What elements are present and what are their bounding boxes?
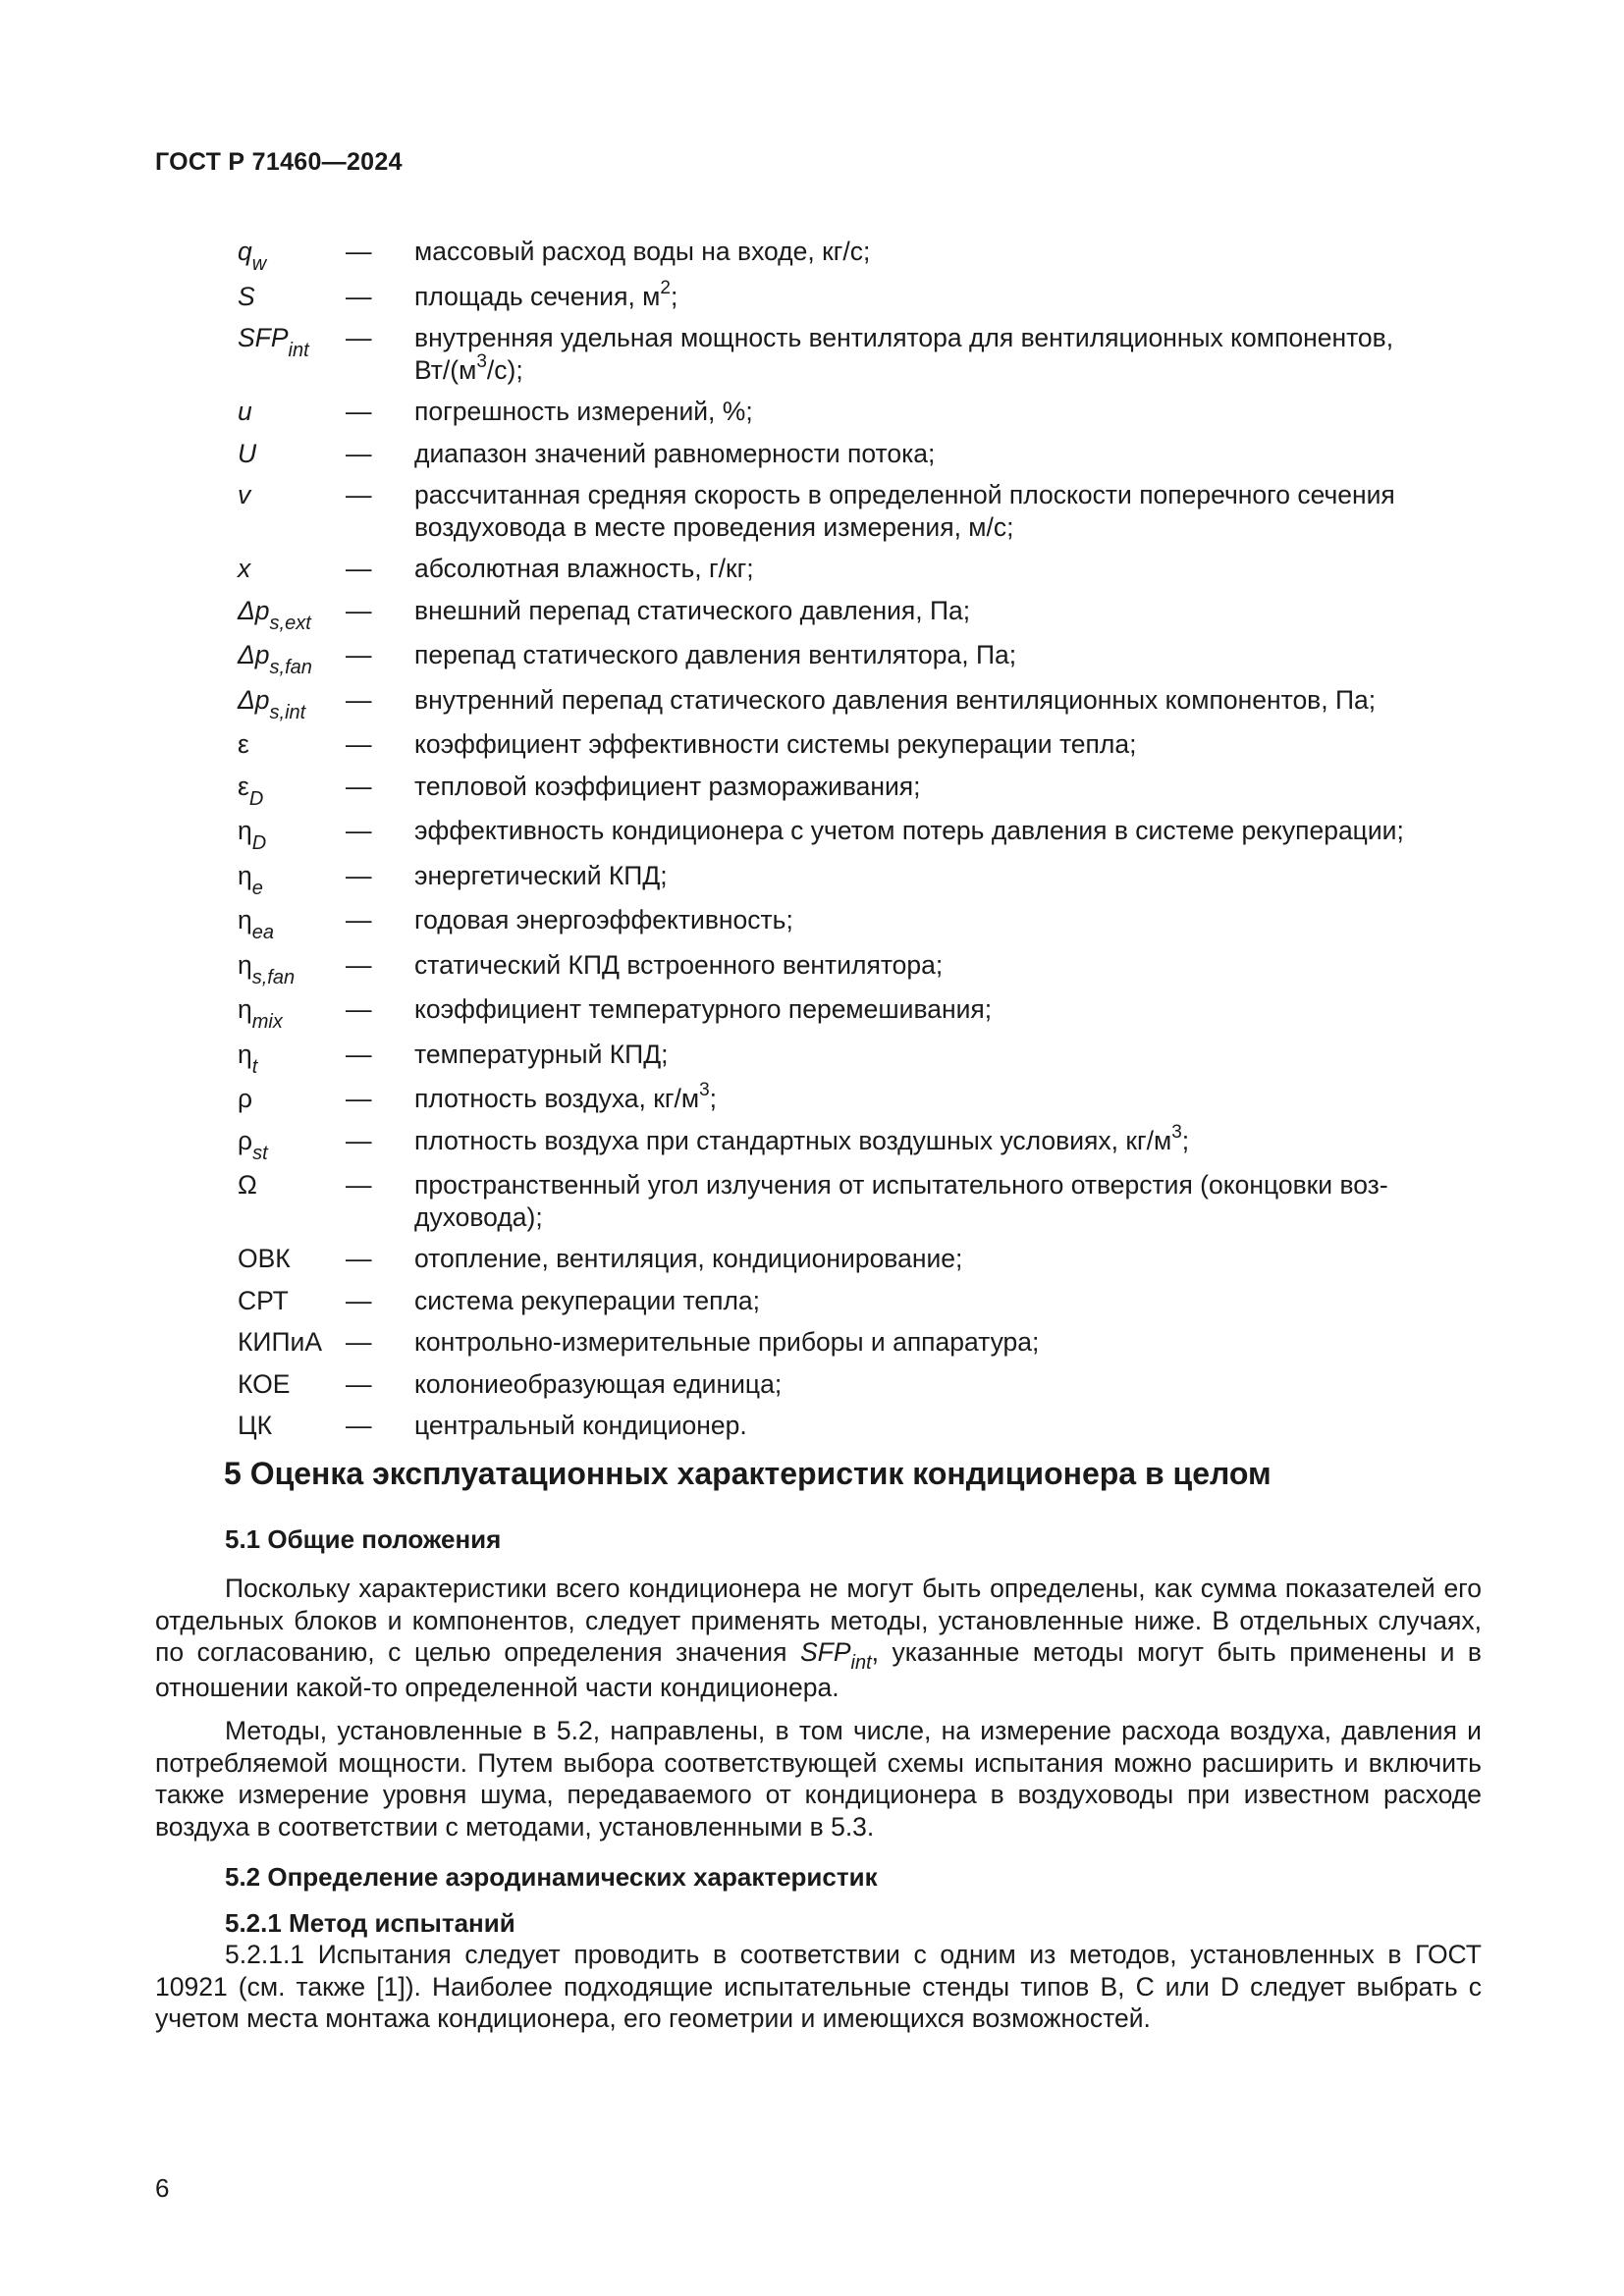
symbol: КОЕ <box>238 1368 291 1399</box>
symbol-definition: статический КПД встроенного вентилятора; <box>414 949 944 980</box>
symbol: $\eta_{s,fan}$ <box>238 949 296 988</box>
symbol: ρ <box>238 1084 253 1113</box>
symbol: $\eta_{mix}$ <box>238 994 283 1033</box>
symbol-definition: система рекуперации тепла; <box>414 1285 761 1315</box>
symbol-row <box>238 553 1485 585</box>
symbol-definition: внутренний перепад статического давления вентиляционных компонентов, Па; <box>414 684 1377 715</box>
symbol: ОВК <box>238 1244 291 1273</box>
symbol-definition: энергетический КПД; <box>414 860 668 890</box>
dash: — <box>346 438 372 468</box>
dash: — <box>346 480 372 509</box>
symbol: S <box>238 281 255 311</box>
paragraph-5-1-b: Методы, установленные в 5.2, направлены, в том числе, на измерение расхода воздуха, давления и потребляемой мощности. Путем выбора соответствующей схемы испытания можно расширить и включить также измерение уровня шума, передаваемого от кондиционера в воздуховоды при известном расходе воздуха в соответствии с методами, установленными в 5.3. <box>155 1716 1482 1842</box>
symbol: U <box>238 438 257 468</box>
symbol-definition: коэффициент температурного перемешивания; <box>414 994 993 1024</box>
symbol-definition: температурный КПД; <box>414 1039 669 1069</box>
symbol-definition: внутренняя удельная мощность вентилятора для вентиляционных компонентов, $Вт/(м^3/с)$; <box>414 323 1394 385</box>
symbol-row <box>238 1243 1485 1275</box>
symbol-row <box>238 1368 1485 1401</box>
dash: — <box>346 1411 372 1440</box>
symbol-definition: контрольно-измерительные приборы и аппаратура; <box>414 1327 1040 1357</box>
symbol: $q_w$ <box>238 237 267 275</box>
symbol: x <box>238 554 251 583</box>
dash: — <box>346 1244 372 1273</box>
symbol-row <box>238 860 1485 899</box>
symbol-definition: внешний перепад статического давления, Па; <box>414 595 971 625</box>
symbol-row <box>238 949 1485 988</box>
section-5-1-title: 5.1 Общие положения <box>225 1524 502 1554</box>
dash: — <box>346 281 372 311</box>
symbol-definition: тепловой коэффициент размораживания; <box>414 771 921 801</box>
symbol: ε <box>238 729 249 759</box>
dash: — <box>346 860 372 890</box>
symbol: $\eta_t$ <box>238 1039 258 1078</box>
symbol: $\eta_D$ <box>238 816 267 854</box>
symbol: $\Delta p_{s,ext}$ <box>238 595 311 634</box>
symbol: $\varepsilon_D$ <box>238 771 264 810</box>
symbol-row <box>238 236 1485 275</box>
symbol: v <box>238 480 251 509</box>
page-number: 6 <box>155 2173 170 2203</box>
dash: — <box>346 1170 372 1200</box>
dash: — <box>346 949 372 980</box>
symbol-definition: отопление, вентиляция, кондиционирование; <box>414 1244 963 1273</box>
symbol-row <box>238 684 1485 723</box>
symbol: ЦК <box>238 1411 273 1440</box>
dash: — <box>346 554 372 583</box>
symbol-definition: перепад статического давления вентилятора, Па; <box>414 640 1017 669</box>
dash: — <box>346 1084 372 1113</box>
dash: — <box>346 1285 372 1315</box>
symbol-definition: массовый расход воды на входе, кг/с; <box>414 237 871 266</box>
paragraph-5-1-a: Поскольку характеристики всего кондиционера не могут быть определены, как сумма показателей его отдельных блоков и компонентов, следует применять методы, установленные ниже. В отдельных случаях, по согласованию, с целью определения значения $SFP_{int}$, указанные методы могут быть применены и в отношении какой-то определенной части кондиционера. <box>155 1574 1482 1702</box>
symbol: Ω <box>238 1170 257 1200</box>
symbol: $SFP_{int}$ <box>238 323 309 361</box>
symbol-definition: коэффициент эффективности системы рекуперации тепла; <box>414 729 1137 759</box>
symbol-row <box>238 728 1485 761</box>
symbol: $\eta_{ea}$ <box>238 905 274 943</box>
dash: — <box>346 816 372 845</box>
symbol-row <box>238 322 1485 386</box>
symbol-row <box>238 1121 1485 1164</box>
symbol-definition: эффективность кондиционера с учетом потерь давления в системе рекуперации; <box>414 816 1404 845</box>
symbol-definition: центральный кондиционер. <box>414 1411 747 1440</box>
dash: — <box>346 1327 372 1357</box>
dash: — <box>346 595 372 625</box>
symbol: $\rho_{st}$ <box>238 1125 268 1164</box>
symbol-definition: погрешность измерений, %; <box>414 397 753 426</box>
symbol-definition: плотность воздуха, $кг/м^3$; <box>414 1080 718 1113</box>
symbol-row <box>238 1039 1485 1078</box>
section-5-2-title: 5.2 Определение аэродинамических характеристик <box>225 1862 878 1892</box>
symbol-row <box>238 438 1485 470</box>
dash: — <box>346 323 372 352</box>
symbol-row <box>238 396 1485 428</box>
symbol-row <box>238 639 1485 678</box>
symbol-row <box>238 771 1485 810</box>
dash: — <box>346 771 372 801</box>
symbol-row <box>238 277 1485 313</box>
dash: — <box>346 905 372 934</box>
symbol-row <box>238 1326 1485 1359</box>
symbol-definition: годовая энергоэффективность; <box>414 905 793 934</box>
symbol-row <box>238 1410 1485 1442</box>
symbol-row <box>238 1169 1485 1233</box>
section-5-title: 5 Оценка эксплуатационных характеристик кондиционера в целом <box>224 1456 1272 1491</box>
symbol-definition: абсолютная влажность, г/кг; <box>414 554 754 583</box>
symbol-row <box>238 1080 1485 1115</box>
symbol-definition: диапазон значений равномерности потока; <box>414 438 936 468</box>
symbol: КИПиА <box>238 1327 323 1357</box>
dash: — <box>346 397 372 426</box>
symbol: u <box>238 397 252 426</box>
symbol-definition: колониеобразующая единица; <box>414 1368 783 1399</box>
dash: — <box>346 729 372 759</box>
dash: — <box>346 640 372 669</box>
symbol-row <box>238 479 1485 543</box>
symbol: СРТ <box>238 1285 289 1315</box>
symbol-definition: рассчитанная средняя скорость в определенной плоскости поперечного сечения воздуховода в месте проведения измерения, м/с; <box>414 480 1395 542</box>
symbol-row <box>238 1285 1485 1317</box>
dash: — <box>346 1125 372 1155</box>
dash: — <box>346 237 372 266</box>
symbol: $\eta_e$ <box>238 860 263 899</box>
symbol-definition: пространственный угол излучения от испытательного отверстия (оконцовки воз- духовода); <box>414 1170 1388 1232</box>
symbol-definition: площадь сечения, $м^2$; <box>414 277 678 311</box>
symbol-definition: плотность воздуха при стандартных воздушных условиях, $кг/м^3$; <box>414 1121 1190 1155</box>
document-header: ГОСТ Р 71460—2024 <box>155 148 403 176</box>
symbols-list <box>238 236 1485 1452</box>
dash: — <box>346 684 372 715</box>
symbol: $\Delta p_{s,fan}$ <box>238 640 312 678</box>
paragraph-5-2-1-1: 5.2.1.1 Испытания следует проводить в соответствии с одним из методов, установленных в ГОСТ 10921 (см. также [1]). Наиболее подходящие испытательные стенды типов B, C или D следует выбрать с учетом места монтажа кондиционера, его геометрии и имеющихся возможностей. <box>155 1940 1482 2033</box>
symbol-row <box>238 815 1485 854</box>
symbol-row <box>238 904 1485 943</box>
symbol-row <box>238 595 1485 634</box>
dash: — <box>346 1039 372 1069</box>
symbol: $\Delta p_{s,int}$ <box>238 684 306 723</box>
symbol-row <box>238 993 1485 1033</box>
dash: — <box>346 1368 372 1399</box>
dash: — <box>346 994 372 1024</box>
section-5-2-1-title: 5.2.1 Метод испытаний <box>225 1908 515 1938</box>
